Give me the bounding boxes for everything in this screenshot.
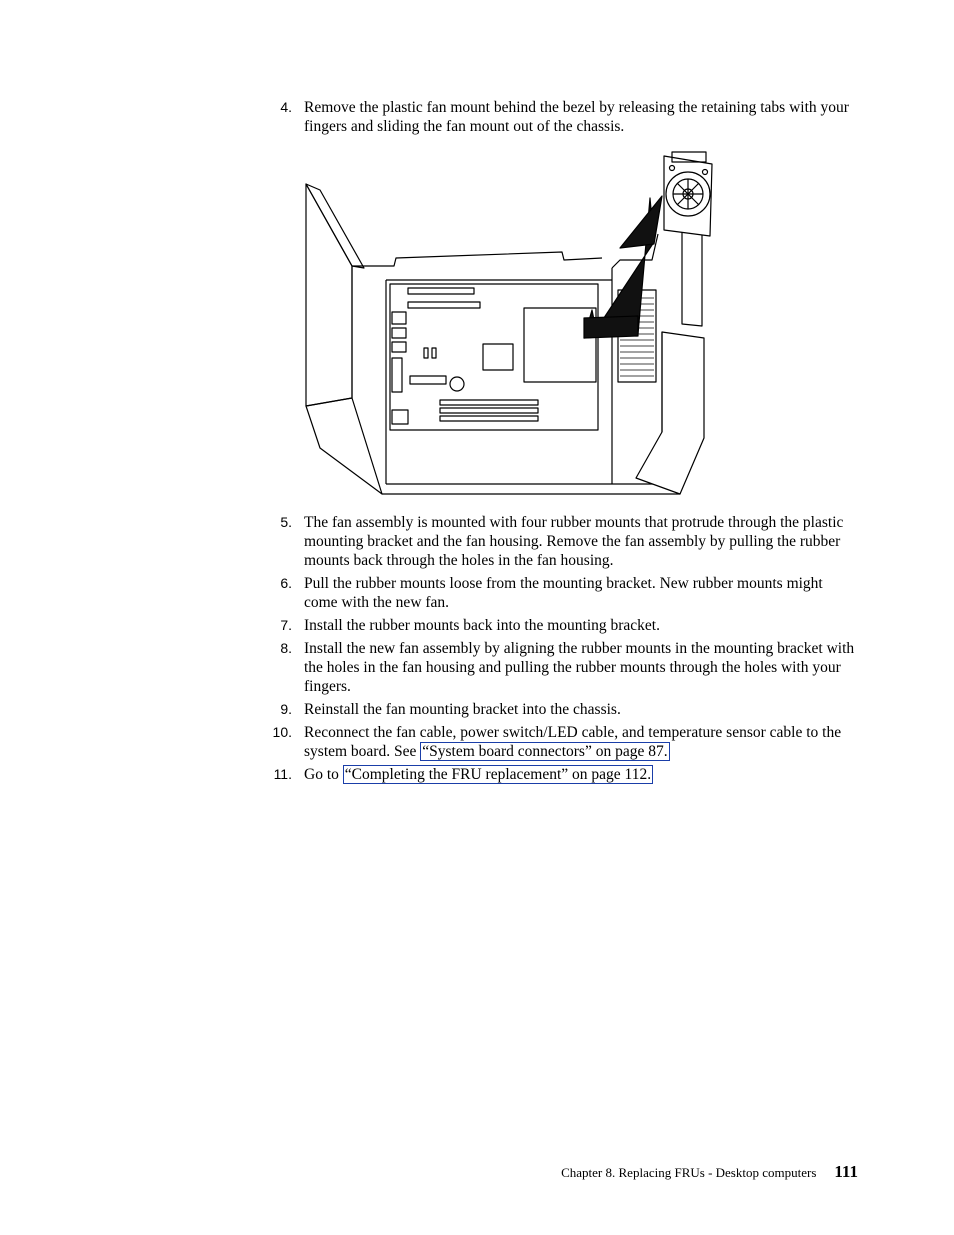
step-number: 4. bbox=[280, 99, 292, 115]
step-number: 5. bbox=[280, 514, 292, 530]
step-number: 6. bbox=[280, 575, 292, 591]
step-7 bbox=[270, 616, 870, 635]
chapter-title: Chapter 8. Replacing FRUs - Desktop computers bbox=[561, 1165, 817, 1180]
step-8 bbox=[270, 639, 870, 697]
system-board-connectors-link[interactable]: “System board connectors” on page 87. bbox=[422, 743, 668, 760]
step-number: 11. bbox=[273, 766, 292, 782]
fan-assembly bbox=[664, 152, 712, 236]
step-text: Remove the plastic fan mount behind the bezel by releasing the retaining tabs with your fingers and sliding the fan mount out of the chassis. bbox=[304, 99, 849, 135]
step-4 bbox=[270, 98, 870, 138]
fan-removal-illustration bbox=[300, 148, 722, 502]
step-text bbox=[304, 723, 860, 761]
step-text bbox=[304, 765, 860, 784]
step-text-prefix: Go to bbox=[304, 766, 343, 783]
step-text: Reinstall the fan mounting bracket into the chassis. bbox=[304, 701, 621, 718]
step-6 bbox=[270, 574, 870, 612]
step-number: 7. bbox=[280, 617, 292, 633]
step-text: The fan assembly is mounted with four rubber mounts that protrude through the plastic mounting bracket and the fan housing. Remove the fan assembly by pulling the rubber mounts back through the holes in the fan housing. bbox=[304, 514, 844, 569]
step-text: Install the new fan assembly by aligning the rubber mounts in the mounting bracket with the holes in the fan housing and pulling the rubber mounts through the holes with your fingers. bbox=[304, 640, 855, 695]
step-number: 9. bbox=[280, 701, 292, 717]
page-number: 111 bbox=[834, 1162, 858, 1181]
step-number: 8. bbox=[280, 640, 292, 656]
step-5 bbox=[270, 513, 870, 571]
step-text: Pull the rubber mounts loose from the mounting bracket. New rubber mounts might come with the new fan. bbox=[304, 575, 823, 611]
side-panel bbox=[306, 184, 382, 494]
step-11 bbox=[270, 765, 870, 784]
step-10 bbox=[270, 723, 870, 761]
completing-fru-replacement-link[interactable]: “Completing the FRU replacement” on page 112. bbox=[344, 766, 652, 783]
step-text: Install the rubber mounts back into the mounting bracket. bbox=[304, 617, 660, 634]
step-number: 10. bbox=[272, 724, 292, 740]
page-footer bbox=[561, 1162, 858, 1182]
step-text-prefix: Reconnect the fan cable, power switch/LED cable, and temperature sensor cable to the system board. See bbox=[304, 724, 842, 760]
step-9 bbox=[270, 700, 870, 719]
